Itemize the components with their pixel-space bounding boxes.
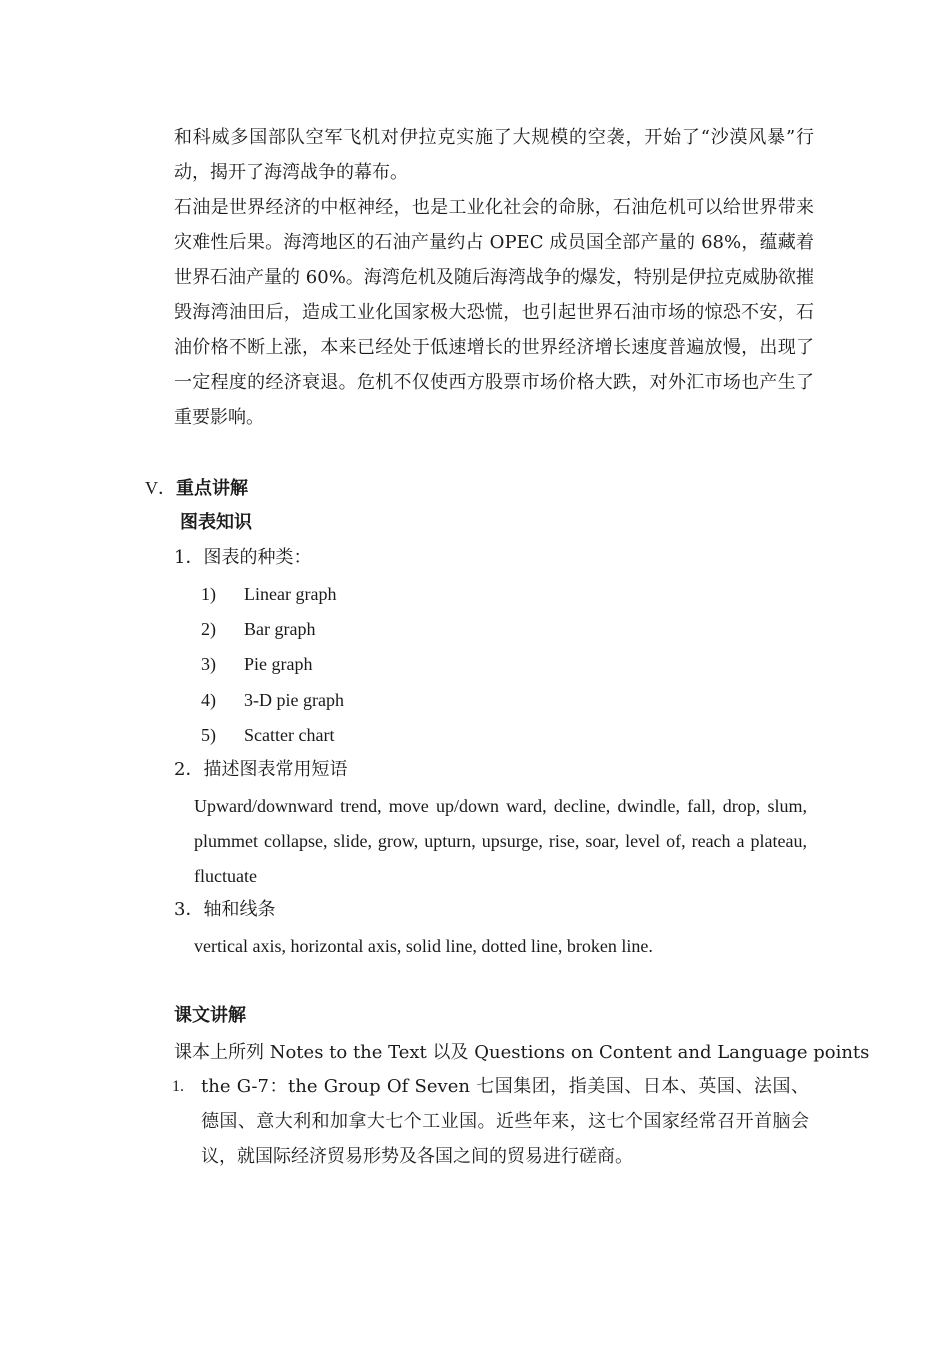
axes-lines-label: 3．轴和线条 [174, 899, 276, 920]
text-explanation-intro: 课本上所列 Notes to the Text 以及 Questions on Content and Language points [174, 1042, 870, 1063]
intro-paragraph-2: 石油是世界经济的中枢神经，也是工业化社会的命脉，石油危机可以给世界带来灾难性后果。海湾地区的石油产量约占 OPEC 成员国全部产量的 68%，蕴藏着世界石油产量的 60%。海湾危机及随后海湾战争的爆发，特别是伊拉克威胁欲摧毁海湾油田后，造成工业化国家极大恐慌，也引起世界石油市场的惊恐不安，石油价格不断上涨，本来已经处于低速增长的世界经济增长速度普遍放慢，出现了一定程度的经济衰退。危机不仅使西方股票市场价格大跌，对外汇市场也产生了重要影响。 [174, 197, 814, 428]
note-1-number: 1. [172, 1078, 184, 1095]
list-item: Scatter chart [244, 725, 335, 745]
list-item-number: 5) [201, 725, 216, 745]
chart-types-label: 1．图表的种类： [174, 547, 312, 568]
list-item: Linear graph [244, 584, 337, 604]
note-1-text: the G-7：the Group Of Seven 七国集团，指美国、日本、英国、法国、德国、意大利和加拿大七个工业国。近些年来，这七个国家经常召开首脑会议，就国际经济贸易形势及各国之间的贸易进行磋商。 [201, 1076, 809, 1167]
section-v-number: V． [145, 478, 176, 498]
chart-knowledge-title: 图表知识 [180, 512, 252, 533]
list-item-number: 4) [201, 690, 216, 710]
axes-lines-text: vertical axis, horizontal axis, solid line, dotted line, broken line. [194, 936, 653, 956]
list-item-number: 1) [201, 584, 216, 604]
list-item-number: 3) [201, 654, 216, 674]
list-item-number: 2) [201, 619, 216, 639]
phrases-text: Upward/downward trend, move up/down ward, decline, dwindle, fall, drop, slum, plummet collapse, slide, grow, upturn, upsurge, rise, soar, level of, reach a plateau, fluctuate [194, 796, 807, 886]
list-item: 3-D pie graph [244, 690, 344, 710]
list-item: Bar graph [244, 619, 316, 639]
phrases-label: 2．描述图表常用短语 [174, 759, 348, 780]
intro-paragraph-1: 和科威多国部队空军飞机对伊拉克实施了大规模的空袭，开始了“沙漠风暴”行动，揭开了海湾战争的幕布。 [174, 127, 814, 183]
list-item: Pie graph [244, 654, 313, 674]
text-explanation-title: 课文讲解 [174, 1005, 246, 1026]
section-v-title: 重点讲解 [176, 478, 248, 499]
section-v-heading [145, 472, 248, 505]
